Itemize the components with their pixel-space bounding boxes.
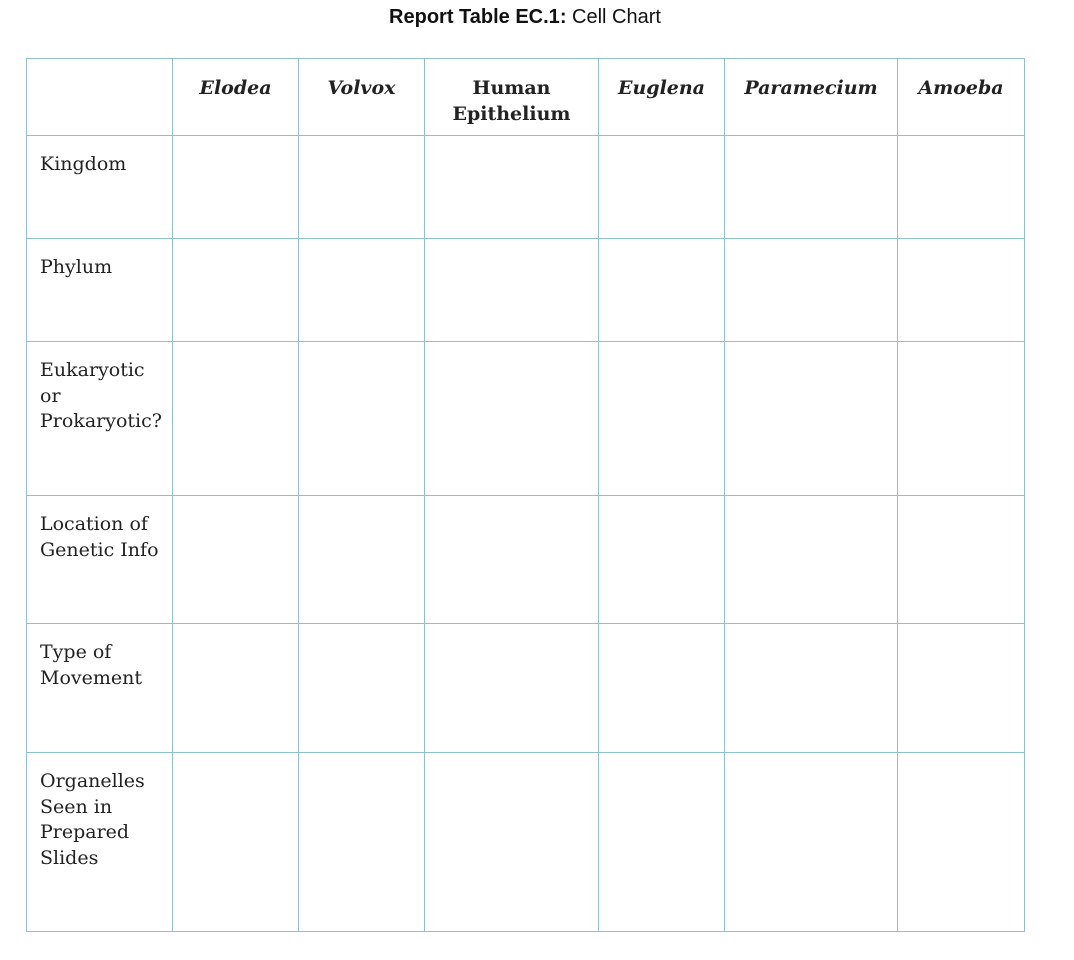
- column-header-amoeba: [898, 59, 1025, 136]
- row-label-line: Slides: [40, 846, 99, 869]
- column-header-euglena: [599, 59, 725, 136]
- row-label-line: Eukaryotic: [40, 359, 145, 381]
- table-cell: [898, 342, 1025, 496]
- row-label-line: Prokaryotic?: [40, 410, 162, 432]
- row-label-line: Genetic Info: [40, 538, 159, 561]
- row-label-line: Seen in: [40, 795, 113, 818]
- column-header-human-epithelium: [425, 59, 599, 136]
- table-cell: [173, 753, 299, 932]
- table-cell: [299, 496, 425, 624]
- table-cell: [898, 624, 1025, 753]
- table-cell: [173, 624, 299, 753]
- caption-separator: :: [559, 6, 567, 28]
- table-cell: [173, 239, 299, 342]
- row-label-type-of-movement: [27, 624, 173, 753]
- column-header-paramecium: [725, 59, 898, 136]
- table-cell: [425, 496, 599, 624]
- table-cell: [725, 239, 898, 342]
- column-header-label: Human: [472, 77, 551, 99]
- table-cell: [299, 753, 425, 932]
- table-cell: [299, 624, 425, 753]
- table-row-kingdom: [27, 136, 1025, 239]
- table-cell: [898, 136, 1025, 239]
- table-caption: [0, 6, 1050, 29]
- table-cell: [599, 753, 725, 932]
- row-label-line: Prepared: [40, 821, 130, 843]
- table-cell: [898, 753, 1025, 932]
- header-row: [27, 59, 1025, 136]
- row-label-line: or: [40, 384, 61, 407]
- table-cell: [599, 342, 725, 496]
- table-cell: [425, 239, 599, 342]
- row-label-line: Organelles: [40, 770, 145, 792]
- corner-cell: [27, 59, 173, 136]
- caption-label: Report Table EC.1: [389, 6, 560, 28]
- table-cell: [173, 136, 299, 239]
- table-row-movement: [27, 624, 1025, 753]
- table-cell: [425, 624, 599, 753]
- table-cell: [173, 496, 299, 624]
- row-label-organelles-seen: [27, 753, 173, 932]
- row-label-kingdom: [27, 136, 173, 239]
- row-label-line: Phylum: [40, 256, 113, 278]
- table-cell: [725, 753, 898, 932]
- table-row-genetic-info: [27, 496, 1025, 624]
- table-row-phylum: [27, 239, 1025, 342]
- row-label-location-of-genetic-info: [27, 496, 173, 624]
- table-cell: [599, 239, 725, 342]
- table-cell: [725, 136, 898, 239]
- row-label-line: Kingdom: [40, 153, 127, 175]
- table-cell: [173, 342, 299, 496]
- table-cell: [299, 136, 425, 239]
- row-label-eukaryotic-or-prokaryotic: [27, 342, 173, 496]
- table-cell: [725, 624, 898, 753]
- column-header-label-line-2: Epithelium: [452, 103, 571, 125]
- column-header-label: Euglena: [617, 77, 705, 99]
- table-cell: [425, 342, 599, 496]
- table-cell: [898, 496, 1025, 624]
- column-header-label: Amoeba: [918, 77, 1004, 99]
- row-label-line: Type of: [40, 641, 112, 663]
- table-cell: [725, 496, 898, 624]
- table-cell: [299, 239, 425, 342]
- column-header-label: Elodea: [199, 77, 272, 99]
- table-row-cell-type: [27, 342, 1025, 496]
- column-header-elodea: [173, 59, 299, 136]
- cell-chart-table: [26, 58, 1025, 932]
- table-cell: [425, 753, 599, 932]
- table-cell: [599, 496, 725, 624]
- row-label-line: Movement: [40, 666, 143, 689]
- column-header-label: Paramecium: [744, 77, 878, 99]
- row-label-phylum: [27, 239, 173, 342]
- table-cell: [725, 342, 898, 496]
- caption-title: Cell Chart: [572, 6, 661, 28]
- table-cell: [898, 239, 1025, 342]
- column-header-volvox: [299, 59, 425, 136]
- table-cell: [599, 136, 725, 239]
- table-row-organelles: [27, 753, 1025, 932]
- column-header-label: Volvox: [327, 77, 396, 99]
- table-cell: [599, 624, 725, 753]
- table-cell: [299, 342, 425, 496]
- row-label-line: Location of: [40, 513, 148, 535]
- table-cell: [425, 136, 599, 239]
